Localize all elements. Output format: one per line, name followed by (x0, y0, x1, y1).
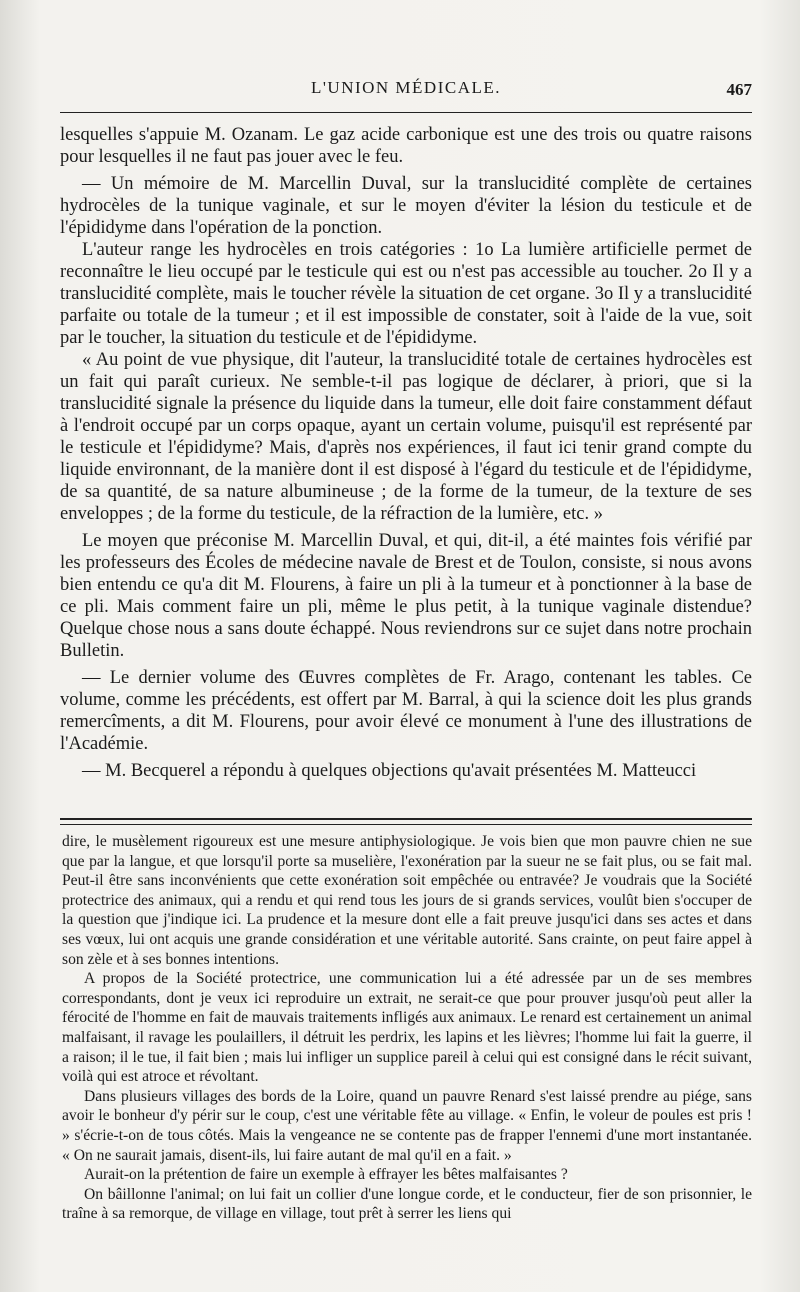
main-paragraph: « Au point de vue physique, dit l'auteur, la translucidité totale de certaines hydrocèles est un fait qui paraît curieux. Ne semble-t-il pas logique de déclarer, à priori, que si la translucidité signale la présence du liquide dans la tumeur, elle doit faire constamment défaut à l'endroit occupé par un corps opaque, ayant un certain volume, puisqu'il est représenté par le testicule et l'épididyme? Mais, d'après nos expériences, il faut ici tenir grand compte du liquide environnant, de la manière dont il est disposé à l'égard du testicule et de l'épididyme, de sa quantité, de sa nature albumineuse ; de la forme de la tumeur, de la texture de ses enveloppes ; de la forme du testicule, de la réfraction de la lumière, etc. » (60, 350, 752, 524)
header-rule (60, 112, 752, 113)
page-number: 467 (726, 80, 752, 99)
main-paragraph: lesquelles s'appuie M. Ozanam. Le gaz acide carbonique est une des trois ou quatre raisons pour lesquelles il ne faut pas jouer avec le feu. (60, 125, 752, 167)
feuilleton-paragraph: dire, le musèlement rigoureux est une mesure antiphysiologique. Je vois bien que mon pauvre chien ne sue que par la langue, et que lorsqu'il porte sa muselière, l'exonération par la sueur ne se fait plus, ou se fait mal. Peut-il être sans inconvénients que cette exonération soit empêchée ou entravée? Je voudrais que la Société protectrice des animaux, qui a rendu et qui rend tous les jours de si grands services, voulût bien s'occuper de la question que j'indique ici. La prudence et la mesure dont elle a fait preuve jusqu'ici dans ses actes et dans ses vœux, lui ont acquis une grande considération et une véritable autorité. Sans crainte, on peut faire appel à son zèle et à ses bonnes intentions. (62, 833, 752, 968)
feuilleton-paragraph: Aurait-on la prétention de faire un exemple à effrayer les bêtes malfaisantes ? (84, 1166, 568, 1184)
running-head: L'UNION MÉDICALE. (310, 78, 502, 97)
main-article (60, 124, 752, 782)
main-paragraph: Le moyen que préconise M. Marcellin Duval, et qui, dit-il, a été maintes fois vérifié par les professeurs des Écoles de médecine navale de Brest et de Toulon, consiste, si nous avons bien entendu ce qu'a dit M. Flourens, à faire un pli à la tumeur et à ponctionner à la base de ce pli. Mais comment faire un pli, même le plus petit, à la tunique vaginale distendue? Quelque chose nous a sans doute échappé. Nous reviendrons sur ce sujet dans notre prochain Bulletin. (60, 531, 752, 661)
feuilleton-paragraph: On bâillonne l'animal; on lui fait un collier d'une longue corde, et le conducteur, fier de son prisonnier, le traîne à sa remorque, de village en village, tout prêt à serrer les liens qui (62, 1185, 752, 1223)
page-header (60, 74, 752, 106)
feuilleton-separator (60, 818, 752, 825)
feuilleton-paragraph: Dans plusieurs villages des bords de la Loire, quand un pauvre Renard s'est laissé prendre au piége, sans avoir le bonheur d'y périr sur le coup, c'est une véritable fête au village. « Enfin, le voleur de poules est pris ! » s'écrie-t-on de tous côtés. Mais la vengeance ne se contente pas de frapper l'ennemi d'une mort instantanée. « On ne saurait jamais, disent-ils, lui faire autant de mal qu'il en a fait. » (62, 1087, 752, 1164)
feuilleton-paragraph: A propos de la Société protectrice, une communication lui a été adressée par un de ses membres correspondants, dont je veux ici reproduire un extrait, ne serait-ce que pour prouver jusqu'où peut aller la férocité de l'homme en fait de mauvais traitements infligés aux animaux. Le renard est certainement un animal malfaisant, il ravage les poulaillers, il détruit les perdrix, les lapins et les lièvres; l'homme lui fait la guerre, il a raison; il le tue, il fait bien ; mais lui infliger un supplice pareil à celui qui est consigné dans le récit suivant, voilà qui est atroce et révoltant. (62, 970, 752, 1086)
main-paragraph: — M. Becquerel a répondu à quelques objections qu'avait présentées M. Matteucci (82, 761, 697, 781)
feuilleton-section (62, 832, 752, 1224)
main-paragraph: — Un mémoire de M. Marcellin Duval, sur la translucidité complète de certaines hydrocèles de la tunique vaginale, et sur le moyen d'éviter la lésion du testicule et de l'épididyme dans l'opération de la ponction. (60, 174, 752, 238)
main-paragraph: — Le dernier volume des Œuvres complètes de Fr. Arago, contenant les tables. Ce volume, comme les précédents, est offert par M. Barral, à qui la science doit les plus grands remercîments, a dit M. Flourens, pour avoir élevé ce monument à l'une des illustrations de l'Académie. (60, 668, 752, 754)
main-paragraph: L'auteur range les hydrocèles en trois catégories : 1o La lumière artificielle permet de reconnaître le lieu occupé par le testicule qui est ou n'est pas accessible au toucher. 2o Il y a translucidité complète, mais le toucher révèle la situation de cet organe. 3o Il y a translucidité parfaite ou totale de la tumeur ; et il est impossible de constater, soit à l'aide de la vue, soit par le toucher, la situation du testicule et de l'épididyme. (60, 240, 752, 348)
